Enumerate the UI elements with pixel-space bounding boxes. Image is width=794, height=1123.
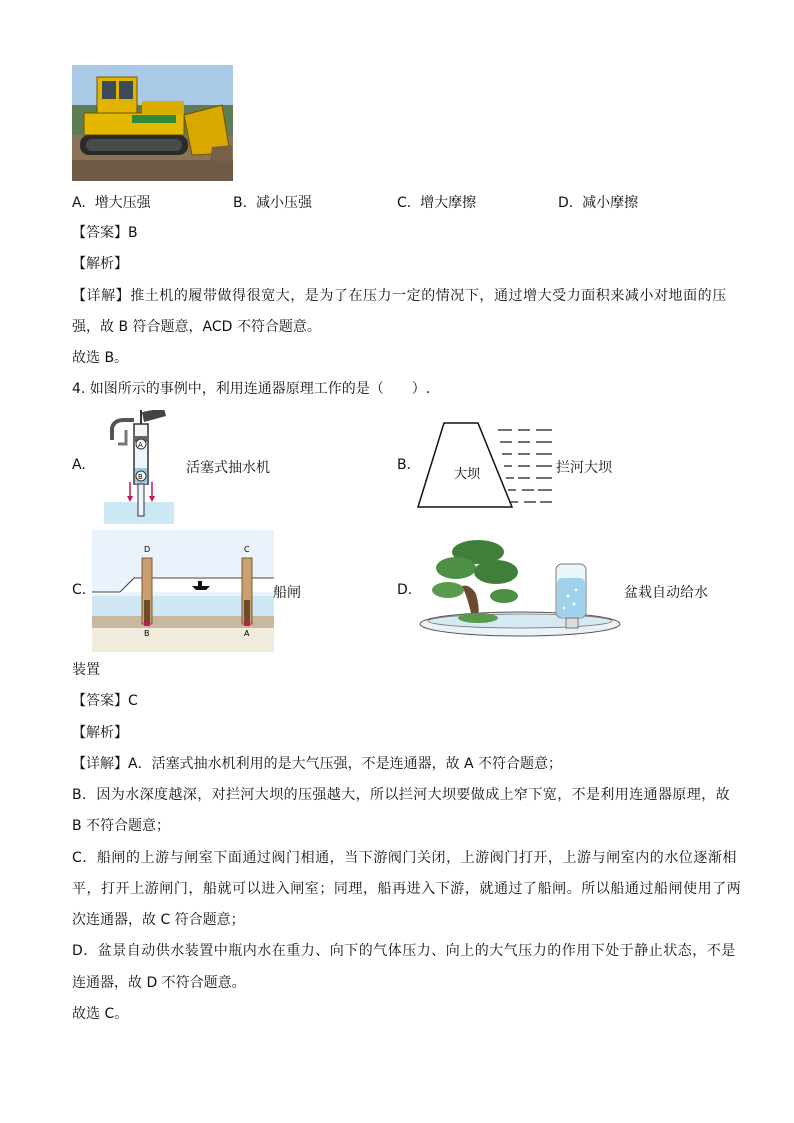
pump-label-a: A xyxy=(138,441,143,449)
q4-detail-line: 【详解】A．活塞式抽水机利用的是大气压强，不是连通器，故 A 不符合题意； xyxy=(72,756,563,772)
ship-lock-figure xyxy=(92,530,274,652)
lock-label-a: A xyxy=(244,629,250,638)
bulldozer-illustration xyxy=(72,65,233,181)
option-letter: A. xyxy=(72,195,86,211)
q4-answer: 【答案】C xyxy=(72,693,138,709)
q4-stem: 4. 如图所示的事例中，利用连通器原理工作的是（ ）. xyxy=(72,381,431,397)
option-letter: C. xyxy=(397,195,412,211)
option-text: 增大摩擦 xyxy=(420,195,477,211)
q4-detail-line: 次连通器，故 C 符合题意； xyxy=(72,912,245,928)
bulldozer-photo xyxy=(72,65,233,181)
q4-detail-line: D．盆景自动供水装置中瓶内水在重力、向下的气体压力、向上的大气压力的作用下处于静止状态，不是 xyxy=(72,943,736,959)
q3-answer: 【答案】B xyxy=(72,225,138,241)
dam-label: 大坝 xyxy=(454,467,481,482)
lock-label-c: C xyxy=(244,545,250,554)
q4-option-b-caption: 拦河大坝 xyxy=(556,460,612,476)
q3-option-b xyxy=(233,192,312,212)
q4-detail-line: B 不符合题意； xyxy=(72,818,171,834)
q3-analysis-title: 【解析】 xyxy=(72,256,128,272)
option-text: 减小压强 xyxy=(255,195,312,211)
q4-detail-line: C．船闸的上游与闸室下面通过阀门相通，当下游阀门关闭，上游阀门打开，上游与闸室内的水位逐渐相 xyxy=(72,850,738,866)
lock-label-d: D xyxy=(144,545,151,554)
q4-option-a-letter: A. xyxy=(72,457,86,473)
lock-label-b: B xyxy=(144,629,150,638)
q3-option-d xyxy=(558,192,638,212)
q4-detail-line: B．因为水深度越深，对拦河大坝的压强越大，所以拦河大坝要做成上窄下宽，不是利用连通器原理，故 xyxy=(72,787,731,803)
dam-figure xyxy=(416,420,556,510)
q4-detail-line: 连通器，故 D 不符合题意。 xyxy=(72,975,246,991)
q4-option-c-caption: 船闸 xyxy=(273,585,301,601)
q3-detail-line: 【详解】推土机的履带做得很宽大，是为了在压力一定的情况下，通过增大受力面积来减小对地面的压 xyxy=(72,288,727,304)
piston-pump-figure xyxy=(104,410,179,525)
q4-caption-continue: 装置 xyxy=(72,662,100,678)
option-letter: D. xyxy=(558,195,574,211)
q4-option-d-caption: 盆栽自动给水 xyxy=(624,585,708,601)
q4-option-b-letter: B. xyxy=(397,457,412,473)
q3-conclusion: 故选 B。 xyxy=(72,350,129,366)
q4-option-a-caption: 活塞式抽水机 xyxy=(186,460,270,476)
q4-conclusion: 故选 C。 xyxy=(72,1006,129,1022)
q4-option-c-letter: C. xyxy=(72,582,87,598)
q3-detail-line: 强，故 B 符合题意，ACD 不符合题意。 xyxy=(72,319,321,335)
option-letter: B. xyxy=(233,195,248,211)
pump-label-b: B xyxy=(138,473,143,481)
q3-option-a xyxy=(72,192,151,212)
q4-detail-line: 平，打开上游闸门，船就可以进入闸室；同理，船再进入下游，就通过了船闸。所以船通过船闸使用了两 xyxy=(72,881,742,897)
q4-analysis-title: 【解析】 xyxy=(72,725,128,741)
q4-option-d-letter: D. xyxy=(397,582,413,598)
option-text: 增大压强 xyxy=(94,195,151,211)
option-text: 减小摩擦 xyxy=(582,195,639,211)
bonsai-waterer-figure xyxy=(418,538,623,640)
q3-option-c xyxy=(397,192,476,212)
